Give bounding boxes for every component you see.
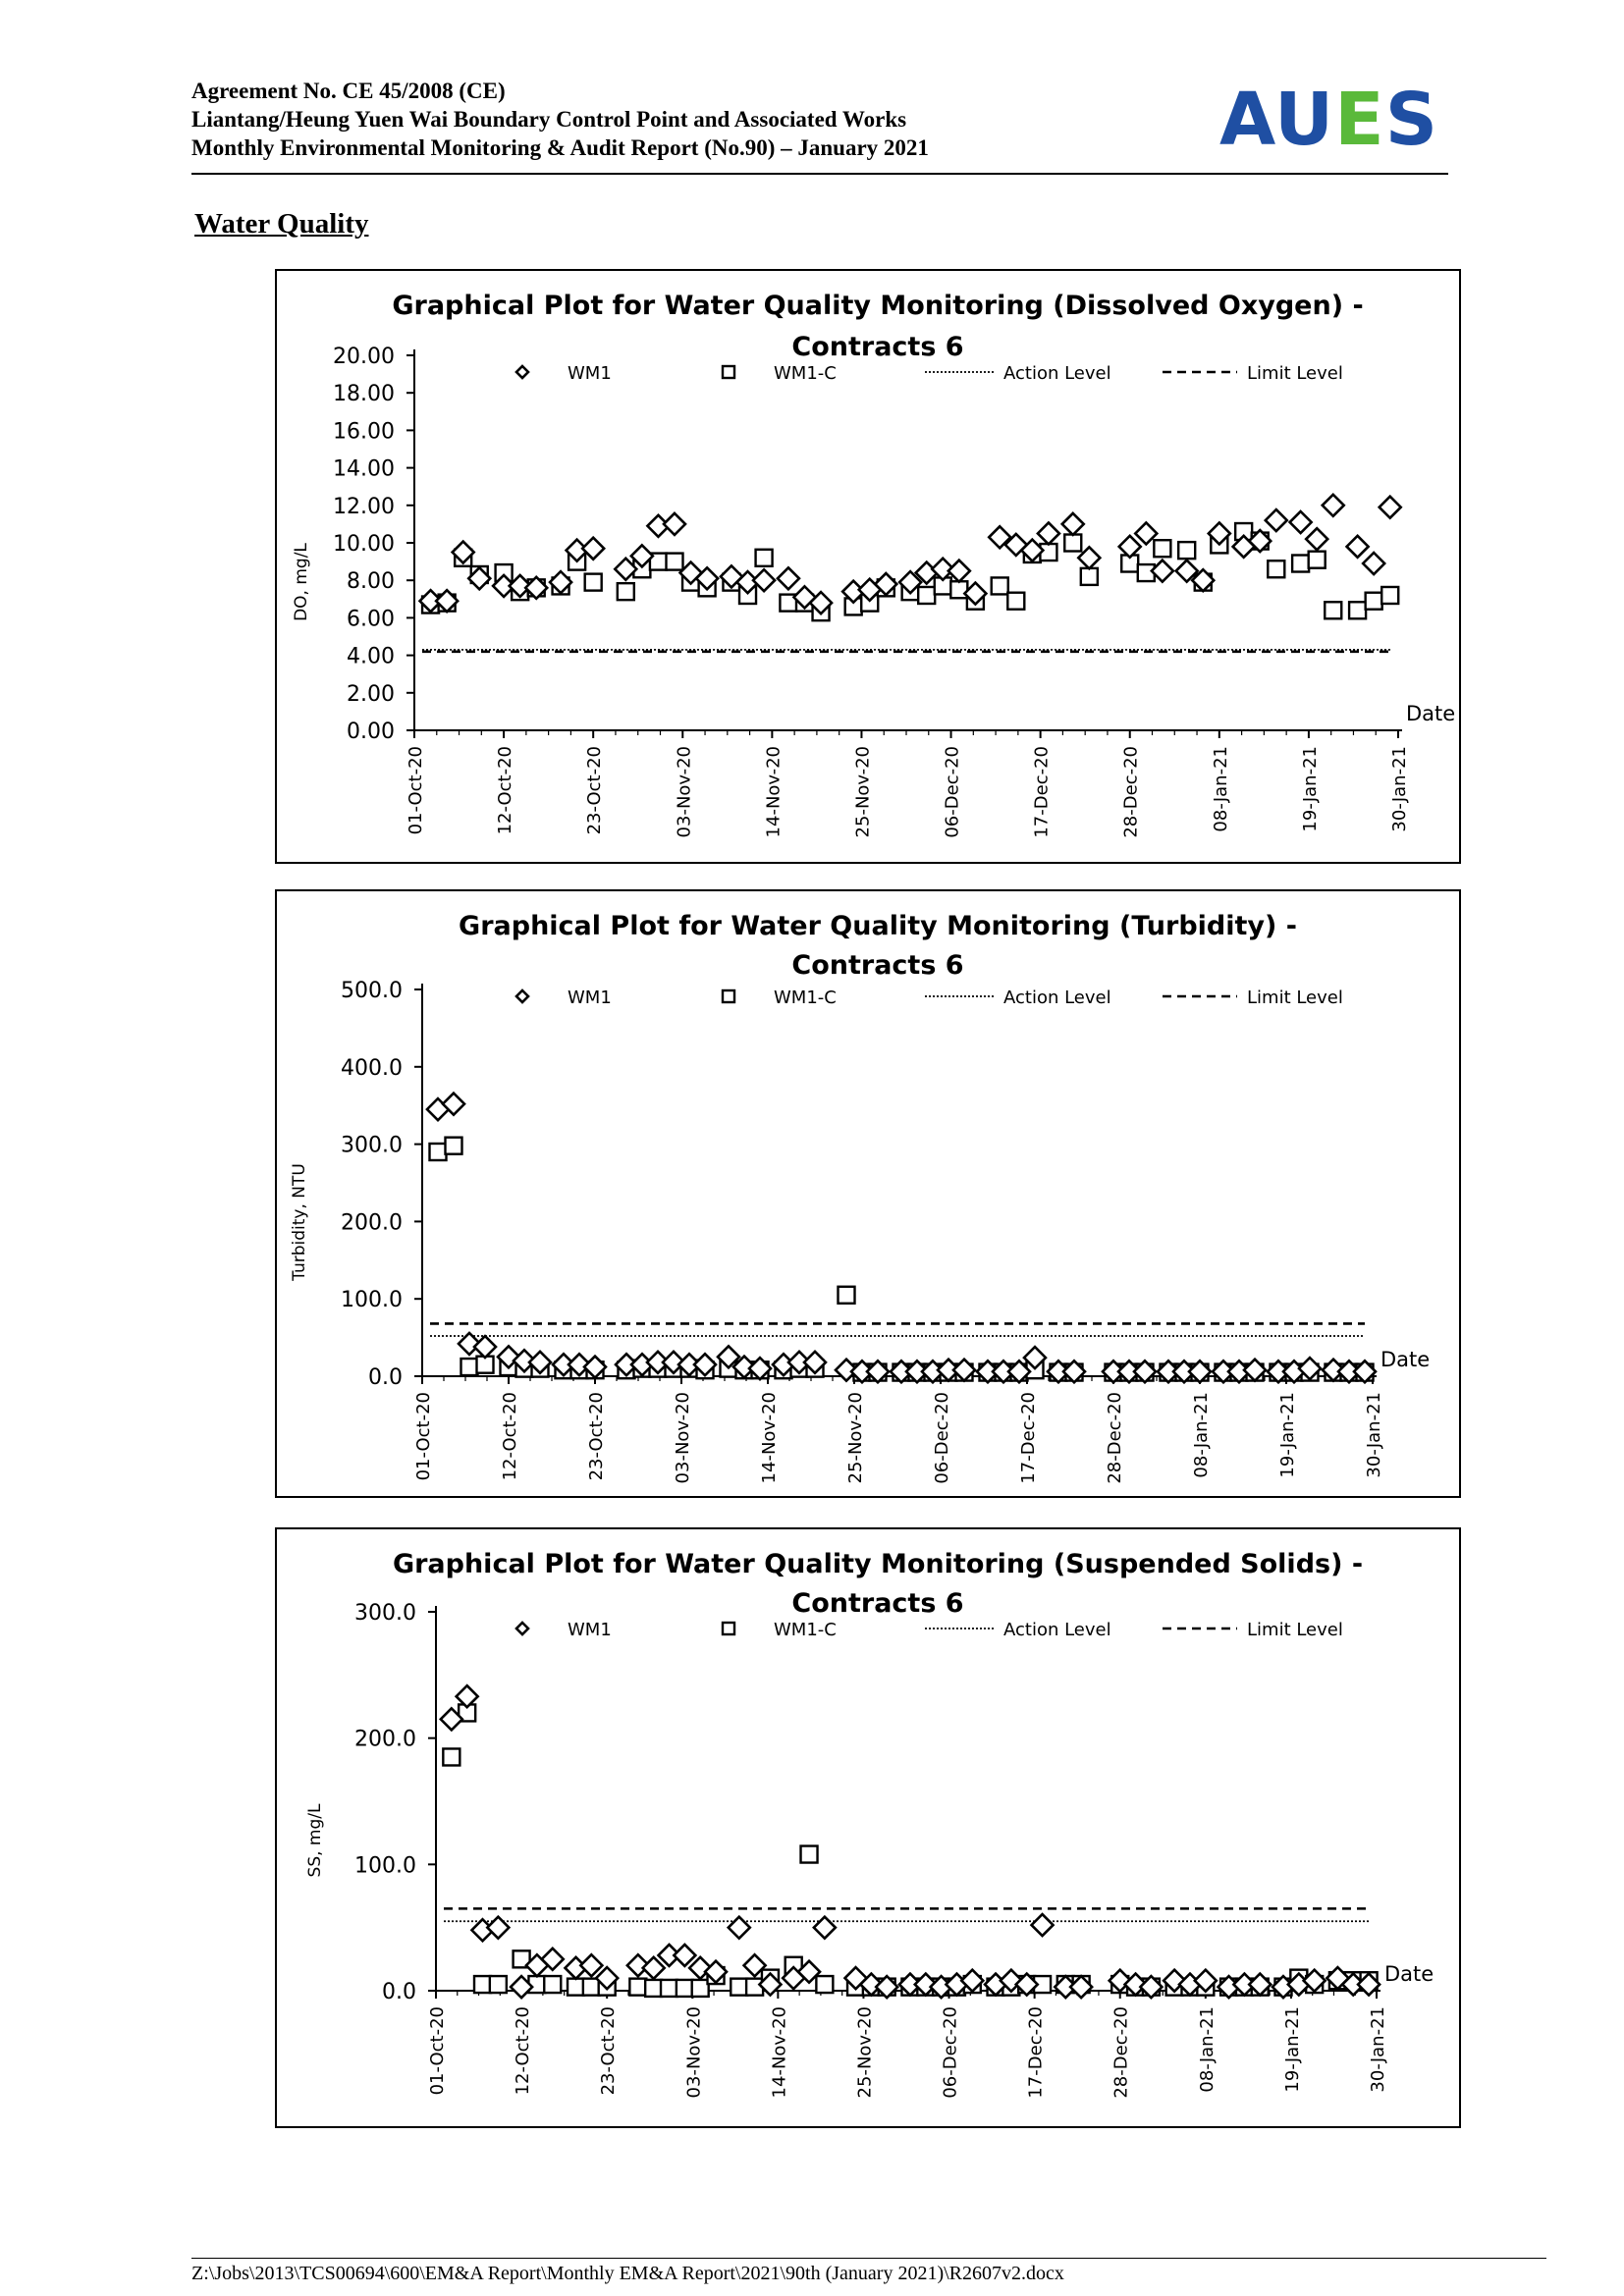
data-point-wm1-c bbox=[1325, 602, 1341, 618]
data-point-wm1-c bbox=[839, 1287, 855, 1304]
data-point-wm1-c bbox=[692, 1980, 709, 1997]
x-tick-label: 30-Jan-21 bbox=[1389, 746, 1410, 832]
chart-svg-ss bbox=[277, 1529, 1459, 2126]
chart-title-line: Graphical Plot for Water Quality Monitoring (Suspended Solids) - bbox=[392, 1549, 1364, 1579]
x-tick-label: 14-Nov-20 bbox=[759, 1392, 780, 1484]
x-tick-label: 14-Nov-20 bbox=[763, 746, 785, 838]
data-point-wm1-c bbox=[816, 1976, 833, 1993]
y-tick-label: 100.0 bbox=[354, 1853, 416, 1879]
data-point-wm1 bbox=[674, 1945, 695, 1966]
x-tick-label: 19-Jan-21 bbox=[1299, 746, 1321, 832]
data-point-wm1-c bbox=[1178, 542, 1195, 559]
legend-wm1c-label: WM1-C bbox=[774, 988, 837, 1008]
data-point-wm1 bbox=[1062, 513, 1084, 535]
legend-limit-label: Limit Level bbox=[1247, 1620, 1343, 1640]
x-axis-label: Date bbox=[1406, 702, 1456, 725]
y-tick-label: 0.00 bbox=[347, 720, 395, 744]
data-point-wm1 bbox=[1306, 528, 1327, 550]
y-tick-label: 18.00 bbox=[333, 382, 395, 407]
y-tick-label: 100.0 bbox=[341, 1288, 403, 1313]
y-axis-label: SS, mg/L bbox=[305, 1803, 325, 1878]
header-agreement: Agreement No. CE 45/2008 (CE) bbox=[191, 79, 506, 103]
section-title: Water Quality bbox=[194, 208, 369, 240]
y-tick-label: 14.00 bbox=[333, 456, 395, 482]
data-point-wm1-c bbox=[666, 554, 682, 570]
data-point-wm1-c bbox=[1349, 602, 1366, 618]
chart-legend bbox=[516, 363, 1343, 384]
data-point-wm1-c bbox=[618, 583, 634, 600]
y-tick-label: 10.00 bbox=[333, 532, 395, 557]
data-point-wm1-c bbox=[1081, 568, 1098, 585]
legend-wm1c-marker bbox=[723, 1623, 734, 1634]
legend-wm1-marker bbox=[516, 990, 528, 1002]
data-point-wm1 bbox=[1032, 1914, 1054, 1936]
x-tick-label: 17-Dec-20 bbox=[1018, 1392, 1039, 1484]
chart-title-line: Contracts 6 bbox=[791, 950, 964, 981]
chart-legend bbox=[516, 988, 1343, 1008]
x-tick-label: 30-Jan-21 bbox=[1368, 2006, 1388, 2093]
x-tick-label: 19-Jan-21 bbox=[1277, 1392, 1298, 1478]
y-tick-label: 200.0 bbox=[354, 1727, 416, 1752]
x-tick-label: 25-Nov-20 bbox=[852, 746, 874, 838]
y-tick-label: 0.0 bbox=[368, 1365, 403, 1390]
y-tick-label: 300.0 bbox=[341, 1133, 403, 1158]
x-tick-label: 19-Jan-21 bbox=[1281, 2006, 1303, 2093]
legend-wm1-marker bbox=[516, 1623, 528, 1634]
y-tick-label: 400.0 bbox=[341, 1055, 403, 1081]
data-point-wm1-c bbox=[461, 1359, 478, 1375]
y-tick-label: 200.0 bbox=[341, 1210, 403, 1236]
y-tick-label: 12.00 bbox=[333, 494, 395, 519]
x-tick-label: 08-Jan-21 bbox=[1191, 1392, 1212, 1478]
data-point-wm1-c bbox=[1007, 593, 1024, 610]
data-point-wm1-c bbox=[446, 1138, 462, 1154]
chart-suspended-solids bbox=[275, 1527, 1461, 2128]
legend-wm1c-label: WM1-C bbox=[774, 363, 837, 384]
x-tick-label: 12-Oct-20 bbox=[500, 1392, 520, 1481]
data-point-wm1 bbox=[643, 1957, 665, 1979]
x-tick-label: 03-Nov-20 bbox=[674, 746, 695, 838]
data-point-wm1-c bbox=[801, 1846, 818, 1863]
data-point-wm1-c bbox=[731, 1979, 747, 1996]
data-point-wm1 bbox=[580, 1954, 602, 1976]
chart-svg-turbidity bbox=[277, 891, 1459, 1496]
series-wm1-c bbox=[430, 1138, 1374, 1381]
footer-file-path: Z:\Jobs\2013\TCS00694\600\EM&A Report\Monthly EM&A Report\2021\90th (January 2021)\R2607v2.docx bbox=[191, 2258, 1546, 2285]
data-point-wm1-c bbox=[756, 550, 773, 566]
y-tick-label: 4.00 bbox=[347, 644, 395, 669]
data-point-wm1 bbox=[1038, 522, 1059, 544]
header-project: Liantang/Heung Yuen Wai Boundary Control Point and Associated Works bbox=[191, 107, 907, 132]
data-point-wm1 bbox=[1266, 509, 1287, 531]
chart-legend bbox=[516, 1620, 1343, 1640]
x-tick-label: 01-Oct-20 bbox=[427, 2006, 448, 2096]
legend-wm1-label: WM1 bbox=[568, 988, 612, 1008]
x-tick-label: 25-Nov-20 bbox=[854, 2006, 876, 2099]
aues-logo bbox=[1219, 78, 1438, 162]
legend-wm1-label: WM1 bbox=[568, 1620, 612, 1640]
data-point-wm1 bbox=[1323, 495, 1344, 516]
legend-limit-label: Limit Level bbox=[1247, 363, 1343, 384]
x-tick-label: 23-Oct-20 bbox=[586, 1392, 607, 1481]
legend-action-label: Action Level bbox=[1003, 988, 1111, 1008]
data-point-wm1-c bbox=[1268, 561, 1284, 577]
logo-letter-e: E bbox=[1334, 78, 1385, 162]
x-tick-label: 01-Oct-20 bbox=[413, 1392, 434, 1481]
data-point-wm1-c bbox=[443, 1748, 460, 1765]
data-point-wm1-c bbox=[1292, 556, 1309, 572]
data-point-wm1 bbox=[729, 1917, 750, 1939]
y-tick-label: 2.00 bbox=[347, 681, 395, 707]
series-wm1 bbox=[441, 1685, 1380, 1998]
logo-letter-s: S bbox=[1384, 78, 1438, 162]
legend-wm1c-marker bbox=[723, 366, 734, 378]
data-point-wm1-c bbox=[583, 1979, 600, 1996]
chart-title-line: Graphical Plot for Water Quality Monitoring (Turbidity) - bbox=[459, 911, 1297, 941]
x-axis-label: Date bbox=[1380, 1348, 1431, 1371]
data-point-wm1 bbox=[664, 513, 685, 535]
x-tick-label: 08-Jan-21 bbox=[1210, 746, 1231, 832]
chart-svg-do bbox=[277, 271, 1459, 862]
y-tick-label: 500.0 bbox=[341, 979, 403, 1003]
data-point-wm1 bbox=[1290, 511, 1312, 533]
data-point-wm1-c bbox=[474, 1976, 491, 1993]
x-tick-label: 06-Dec-20 bbox=[932, 1392, 952, 1484]
logo-letter-a: A bbox=[1219, 78, 1275, 162]
y-tick-label: 20.00 bbox=[333, 345, 395, 369]
data-point-wm1-c bbox=[645, 1980, 662, 1997]
data-point-wm1 bbox=[1380, 497, 1401, 518]
x-tick-label: 06-Dec-20 bbox=[942, 746, 963, 838]
data-point-wm1 bbox=[1363, 553, 1384, 574]
x-tick-label: 14-Nov-20 bbox=[769, 2006, 790, 2099]
x-tick-label: 28-Dec-20 bbox=[1120, 746, 1142, 838]
x-tick-label: 12-Oct-20 bbox=[495, 746, 516, 835]
x-tick-label: 28-Dec-20 bbox=[1105, 1392, 1125, 1484]
data-point-wm1-c bbox=[1366, 593, 1382, 610]
data-point-wm1-c bbox=[1064, 535, 1081, 552]
y-axis-label: Turbidity, NTU bbox=[290, 1163, 309, 1281]
data-point-wm1-c bbox=[1381, 587, 1398, 604]
chart-dissolved-oxygen bbox=[275, 269, 1461, 864]
x-tick-label: 23-Oct-20 bbox=[598, 2006, 620, 2096]
data-point-wm1 bbox=[1347, 536, 1369, 558]
y-tick-label: 6.00 bbox=[347, 607, 395, 632]
legend-wm1c-marker bbox=[723, 990, 734, 1002]
x-tick-label: 01-Oct-20 bbox=[406, 746, 426, 835]
data-point-wm1-c bbox=[544, 1976, 561, 1993]
chart-title-line: Contracts 6 bbox=[791, 332, 964, 362]
data-point-wm1 bbox=[487, 1917, 509, 1939]
data-point-wm1 bbox=[778, 567, 799, 589]
x-axis-label: Date bbox=[1384, 1962, 1435, 1986]
data-point-wm1-c bbox=[430, 1144, 447, 1160]
x-tick-label: 06-Dec-20 bbox=[940, 2006, 961, 2099]
data-point-wm1-c bbox=[918, 587, 935, 604]
logo-letter-u: U bbox=[1274, 78, 1335, 162]
data-point-wm1 bbox=[474, 1336, 496, 1358]
data-point-wm1-c bbox=[568, 1979, 584, 1996]
x-tick-label: 12-Oct-20 bbox=[513, 2006, 534, 2096]
chart-turbidity bbox=[275, 889, 1461, 1498]
series-wm1-c bbox=[443, 1704, 1377, 1996]
x-tick-label: 08-Jan-21 bbox=[1196, 2006, 1218, 2093]
x-tick-label: 03-Nov-20 bbox=[683, 2006, 705, 2099]
data-point-wm1-c bbox=[992, 577, 1008, 594]
x-tick-label: 28-Dec-20 bbox=[1110, 2006, 1132, 2099]
legend-wm1c-label: WM1-C bbox=[774, 1620, 837, 1640]
legend-action-label: Action Level bbox=[1003, 1620, 1111, 1640]
header-report: Monthly Environmental Monitoring & Audit Report (No.90) – January 2021 bbox=[191, 135, 929, 160]
x-tick-label: 17-Dec-20 bbox=[1031, 746, 1053, 838]
data-point-wm1 bbox=[814, 1917, 836, 1939]
y-tick-label: 16.00 bbox=[333, 419, 395, 445]
y-axis-label: DO, mg/L bbox=[292, 543, 311, 621]
x-tick-label: 03-Nov-20 bbox=[673, 1392, 693, 1484]
data-point-wm1-c bbox=[629, 1979, 646, 1996]
x-tick-label: 23-Oct-20 bbox=[584, 746, 606, 835]
x-tick-label: 25-Nov-20 bbox=[845, 1392, 866, 1484]
chart-title-line: Graphical Plot for Water Quality Monitoring (Dissolved Oxygen) - bbox=[392, 291, 1364, 321]
chart-title-line: Contracts 6 bbox=[791, 1588, 964, 1619]
legend-action-label: Action Level bbox=[1003, 363, 1111, 384]
y-tick-label: 0.0 bbox=[382, 1980, 416, 2004]
data-point-wm1-c bbox=[1154, 540, 1170, 557]
report-header bbox=[191, 77, 1448, 175]
data-point-wm1-c bbox=[1309, 552, 1326, 568]
legend-wm1-marker bbox=[516, 366, 528, 378]
x-tick-label: 30-Jan-21 bbox=[1364, 1392, 1384, 1478]
data-point-wm1-c bbox=[677, 1980, 693, 1997]
y-tick-label: 8.00 bbox=[347, 569, 395, 595]
x-tick-label: 17-Dec-20 bbox=[1025, 2006, 1047, 2099]
data-point-wm1-c bbox=[661, 1980, 677, 1997]
series-wm1 bbox=[427, 1094, 1376, 1383]
legend-wm1-label: WM1 bbox=[568, 363, 612, 384]
data-point-wm1-c bbox=[585, 574, 602, 591]
y-tick-label: 300.0 bbox=[354, 1601, 416, 1626]
data-point-wm1-c bbox=[490, 1976, 507, 1993]
legend-limit-label: Limit Level bbox=[1247, 988, 1343, 1008]
